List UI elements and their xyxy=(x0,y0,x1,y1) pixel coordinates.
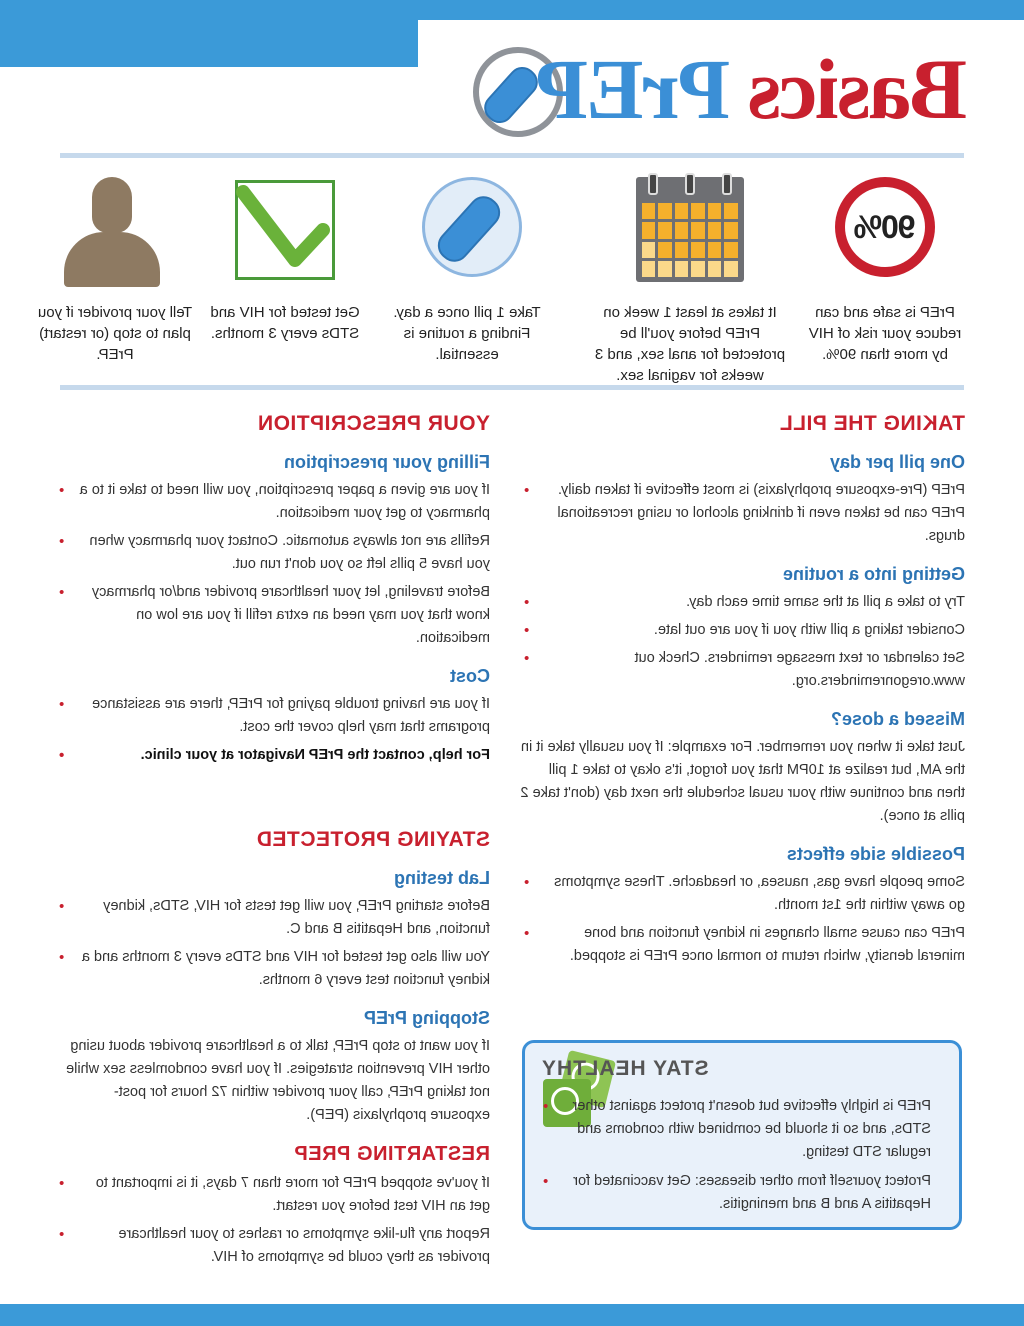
list-item: Before traveling, let your healthcare provider and/or pharmacy know that you may need an extra refill if you are low on medication. • xyxy=(55,581,490,650)
subheading: Cost xyxy=(450,666,490,686)
list-item: Protect yourself from other diseases: Get vaccinated for Hepatitis A and B and meningitis. • xyxy=(539,1170,931,1216)
stay-healthy-box xyxy=(522,1040,962,1230)
list-item: For help, contact the PrEP Navigator at your clinic. • xyxy=(55,744,490,767)
prescription-section xyxy=(55,412,490,767)
divider xyxy=(60,153,964,158)
list-item: PrEP is highly effective but doesn't protect against other STDs, and so it should be combined with condoms and regular STD testing. • xyxy=(539,1095,931,1164)
section-heading: YOUR PRESCRIPTION xyxy=(257,412,490,435)
list-item: PrEP can cause small changes in kidney function and bone mineral density, which return to normal once PrEP is stopped. • xyxy=(520,922,965,968)
pill-icon xyxy=(387,172,547,292)
list-item: You will also get tested for HIV and STDs every 3 months and a kidney function test every 6 months. • xyxy=(55,946,490,992)
fact-protection-time xyxy=(590,172,790,386)
calendar-icon xyxy=(590,172,790,292)
list-item: If you are having trouble paying for PrEP, there are assistance programs that may help cover the cost. • xyxy=(55,693,490,739)
fact-testing xyxy=(205,172,365,344)
section-heading: STAY HEALTHY xyxy=(541,1057,709,1080)
section-heading: STAYING PROTECTED xyxy=(256,828,490,851)
subheading: Possible side effects xyxy=(786,844,965,864)
staying-protected-section xyxy=(55,828,490,1269)
list-item: PrEP (Pre-exposure prophylaxis) is most effective if taken daily. PrEP can be taken even if drinking alcohol or using recreational drugs. • xyxy=(520,479,965,548)
paragraph: If you want to stop PrEP, talk to a healthcare provider about using other HIV prevention strategies. If you have condomless sex while not taking PrEP, call your provider within 72 hours for post-exposure prophylaxis (PEP). xyxy=(66,1038,490,1123)
list-item: Set calendar or text message reminders. Check out www.oregonreminders.org. • xyxy=(520,647,965,693)
fact-tell-provider xyxy=(35,172,195,365)
title-area xyxy=(455,35,975,145)
fact-text: Get tested for HIV and STDs every 3 months. xyxy=(210,304,360,342)
fact-text: Take 1 pill once a day. Finding a routine is essential. xyxy=(393,304,541,363)
list-item: Refills are not always automatic. Contact your pharmacy when you have 5 pills left so you don't run out. • xyxy=(55,530,490,576)
fact-text: Tell your provider if you plan to stop (or restart) PrEP. xyxy=(37,304,193,363)
list-item: Try to take a pill at the same time each day. • xyxy=(520,591,965,614)
fact-effectiveness xyxy=(805,172,965,365)
section-heading: TAKING THE PILL xyxy=(779,412,965,435)
fact-text: PrEP is safe and can reduce your risk of HIV by more than 90%. xyxy=(808,304,962,363)
list-item: Before starting PrEP, you will get tests for HIV, STDs, kidney function, and Hepatitis B and C. • xyxy=(55,895,490,941)
list-item: Some people have gas, nausea, or headache. These symptoms go away within the 1st month. • xyxy=(520,871,965,917)
list-item: If you are given a paper prescription, you will need to take it to a pharmacy to get your medication. • xyxy=(55,479,490,525)
title-prep: PrEP xyxy=(537,41,731,137)
top-banner-block xyxy=(0,0,418,67)
subheading: Getting into a routine xyxy=(783,564,965,584)
subheading: One pill per day xyxy=(829,452,965,472)
checkmark-icon xyxy=(205,172,365,292)
title-basics: Basics xyxy=(749,41,967,137)
section-heading: RESTARTING PREP xyxy=(293,1143,490,1165)
divider xyxy=(60,385,964,390)
percent-circle-icon xyxy=(805,172,965,292)
list-item: Report any flu-like symptoms or rashes to your healthcare provider as they could be symptoms of HIV. • xyxy=(55,1223,490,1269)
list-item: If you've stopped PrEP for more than 7 days, it is important to get an HIV test before you restart. • xyxy=(55,1172,490,1218)
paragraph: Just take it when you remember. For example: If you usually take it in the AM, but realize at 10PM that you forgot, it's okay to take 1 pill then and continue with your usual schedule the next day (don't take 2 pills at once). xyxy=(520,739,965,824)
fact-text: It takes at least 1 week on PrEP before you'll be protected for anal sex, and 3 weeks for vaginal sex. xyxy=(594,304,786,384)
list-item: Consider taking a pill with you if you are out late. • xyxy=(520,619,965,642)
subheading: Stopping PrEP xyxy=(364,1008,490,1028)
page-title xyxy=(538,39,967,139)
percent-value: 90% xyxy=(845,187,925,267)
subheading: Filling your prescription xyxy=(283,452,490,472)
subheading: Missed a dose? xyxy=(830,709,965,729)
provider-icon xyxy=(35,172,195,292)
taking-pill-section xyxy=(520,412,965,968)
subheading: Lab testing xyxy=(393,868,490,888)
fact-daily-pill xyxy=(387,172,547,365)
bottom-banner xyxy=(0,1304,1024,1326)
